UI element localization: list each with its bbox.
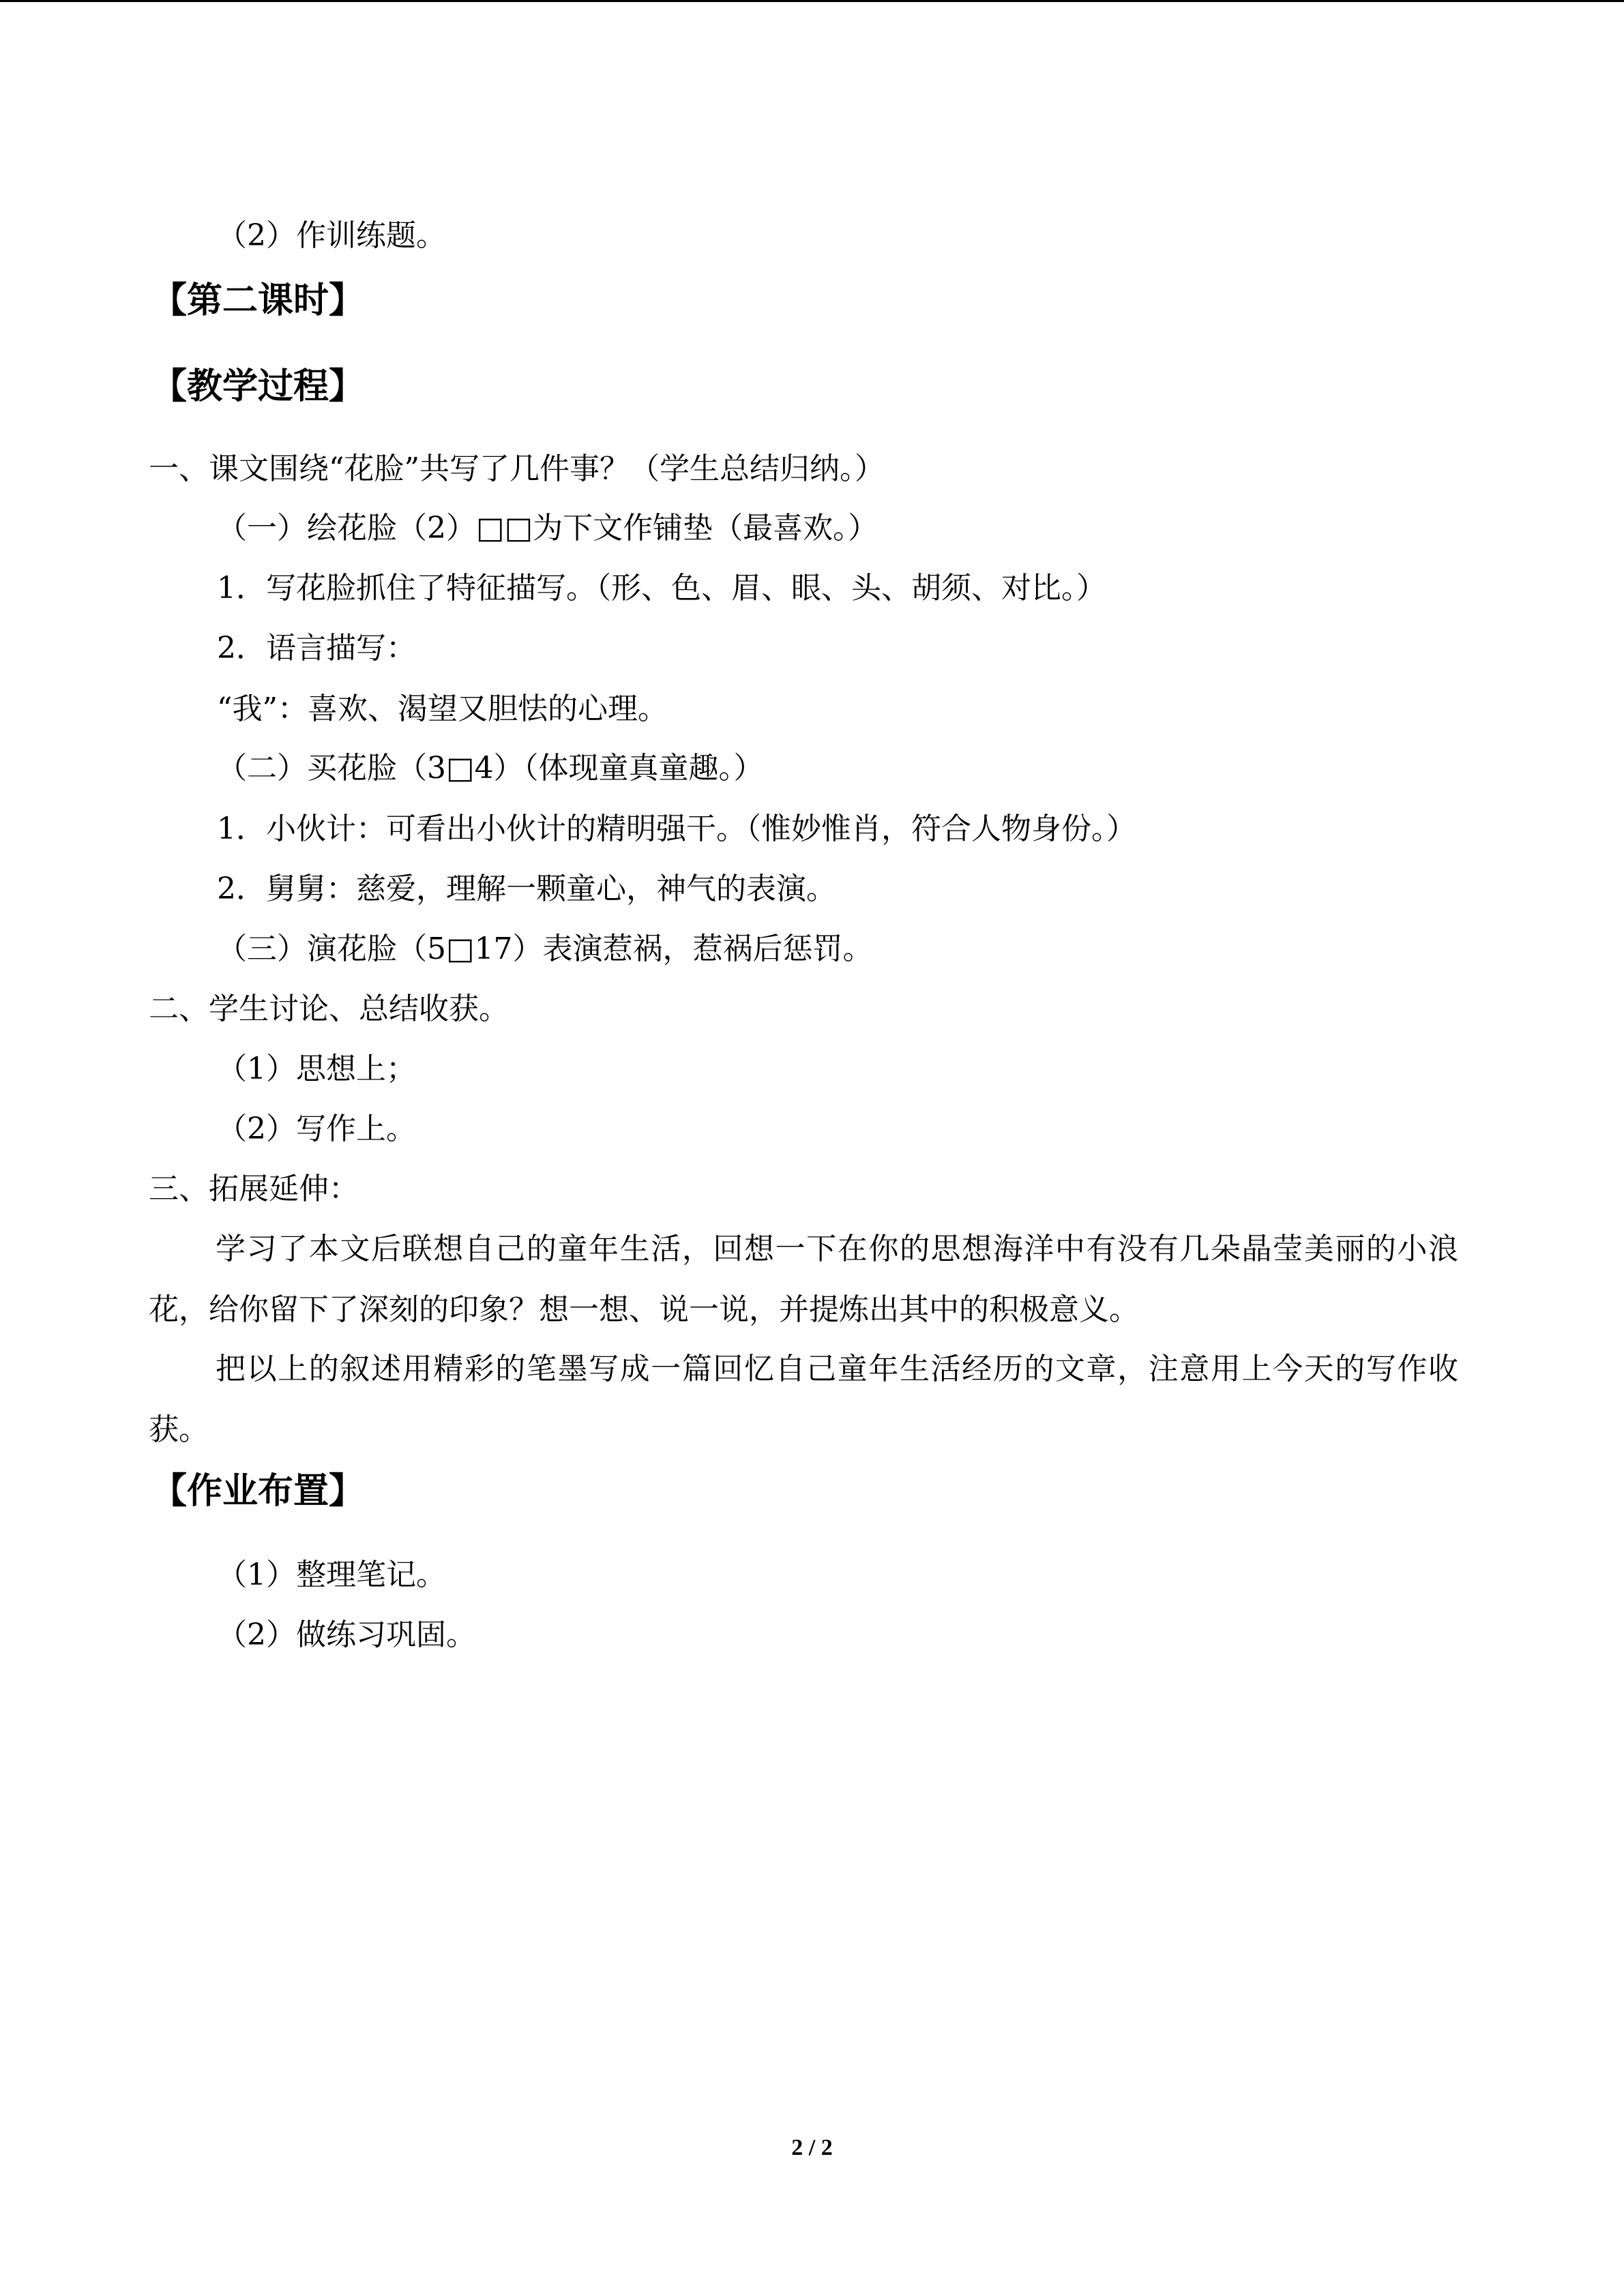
text-line: 1．写花脸抓住了特征描写。（形、色、眉、眼、头、胡须、对比。）	[217, 571, 1106, 606]
paragraph: 学习了本文后联想自己的童年生活，回想一下在你的思想海洋中有没有几朵晶莹美丽的小浪花，给你留下了深刻的印象？想一想、说一说，并提炼出其中的积极意义。	[149, 1232, 1458, 1327]
paragraph: 把以上的叙述用精彩的笔墨写成一篇回忆自己童年生活经历的文章，注意用上今天的写作收获。	[149, 1352, 1458, 1447]
text-line: （1）整理笔记。	[217, 1557, 446, 1592]
section-heading-teaching-process: 【教学过程】	[151, 366, 365, 407]
text-line: （2）做练习巩固。	[217, 1617, 476, 1652]
text-line: （一）绘花脸（2）□□为下文作铺垫（最喜欢。）	[217, 511, 879, 546]
text-line: （三）演花脸（5□17）表演惹祸，惹祸后惩罚。	[217, 931, 873, 966]
text-line: （1）思想上；	[217, 1052, 416, 1086]
text-line: 三、拓展延伸：	[149, 1172, 359, 1206]
page-number: 2 / 2	[791, 2135, 833, 2160]
text-line: 2．语言描写：	[217, 631, 416, 666]
text-line: （2）作训练题。	[217, 218, 446, 253]
text-line: “我”：喜欢、渴望又胆怯的心理。	[217, 691, 668, 726]
text-line: 一、课文围绕“花脸”共写了几件事？（学生总结归纳。）	[149, 451, 885, 486]
section-heading-second-lesson: 【第二课时】	[151, 280, 365, 321]
section-heading-homework: 【作业布置】	[151, 1470, 365, 1512]
text-line: 1．小伙计：可看出小伙计的精明强干。（惟妙惟肖，符合人物身份。）	[217, 811, 1136, 846]
text-line: （二）买花脸（3□4）（体现童真童趣。）	[217, 751, 764, 786]
text-line: （2）写作上。	[217, 1112, 416, 1146]
text-line: 2．舅舅：慈爱，理解一颗童心，神气的表演。	[217, 871, 836, 906]
text-line: 二、学生讨论、总结收获。	[149, 992, 509, 1026]
